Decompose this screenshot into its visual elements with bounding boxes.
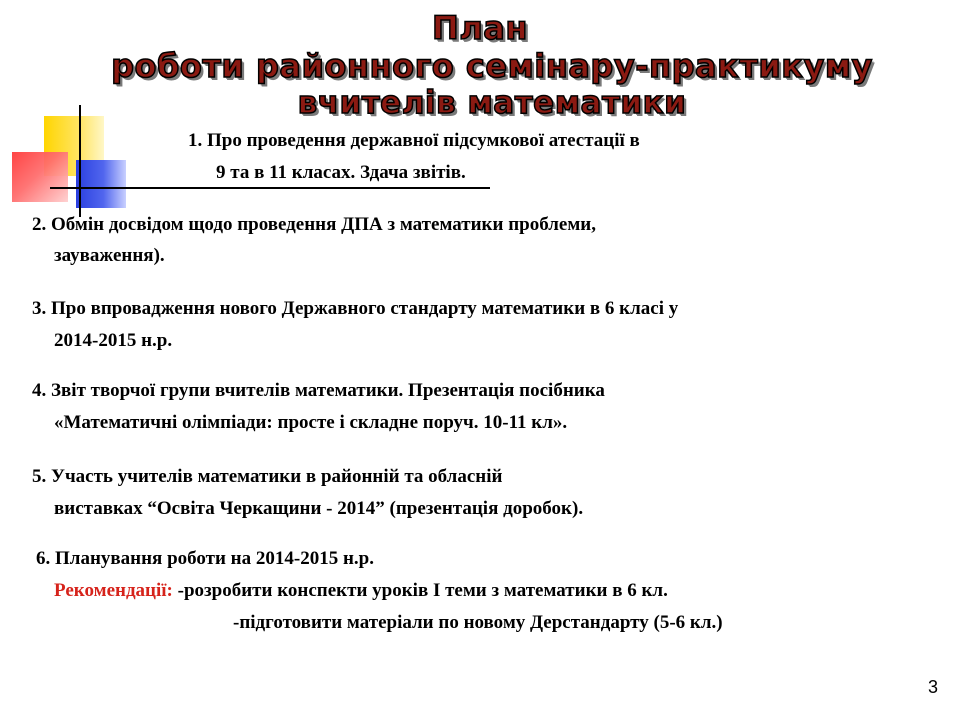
recommendation-2: -підготовити матеріали по новому Дерстандарту (5-6 кл.) xyxy=(233,612,723,633)
title-line-2: роботи районного семінару-практикуму xyxy=(111,47,873,85)
recommendations-label: Рекомендації: xyxy=(54,580,173,601)
decor-vertical-line xyxy=(79,105,81,217)
item-4-line-1: 4. Звіт творчої групи вчителів математики. Презентація посібника xyxy=(32,380,605,401)
title-line-1: План xyxy=(432,9,528,47)
item-2-line-2: зауваження). xyxy=(54,245,165,266)
item-6-recommendations xyxy=(54,576,668,606)
recommendation-1: -розробити конспекти уроків І теми з математики в 6 кл. xyxy=(172,580,668,601)
decor-blue-square xyxy=(76,160,126,208)
decor-red-square xyxy=(12,152,68,202)
item-1-line-1: 1. Про проведення державної підсумкової атестації в xyxy=(188,130,640,151)
item-5-line-1: 5. Участь учителів математики в районній та обласній xyxy=(32,466,503,487)
item-3-line-2: 2014-2015 н.р. xyxy=(54,330,173,351)
item-2-line-1: 2. Обмін досвідом щодо проведення ДПА з математики проблеми, xyxy=(32,214,596,235)
item-5-line-2: виставках “Освіта Черкащини - 2014” (презентація доробок). xyxy=(54,498,584,519)
title-line-3: вчителів математики xyxy=(297,85,687,121)
item-3-line-1: 3. Про впровадження нового Державного стандарту математики в 6 класі у xyxy=(32,298,679,319)
page-number: 3 xyxy=(927,677,938,697)
item-4-line-2: «Математичні олімпіади: просте і складне поруч. 10-11 кл». xyxy=(54,412,568,433)
item-6-line-1: 6. Планування роботи на 2014-2015 н.р. xyxy=(36,548,374,569)
item-1-line-2: 9 та в 11 класах. Здача звітів. xyxy=(216,162,466,183)
